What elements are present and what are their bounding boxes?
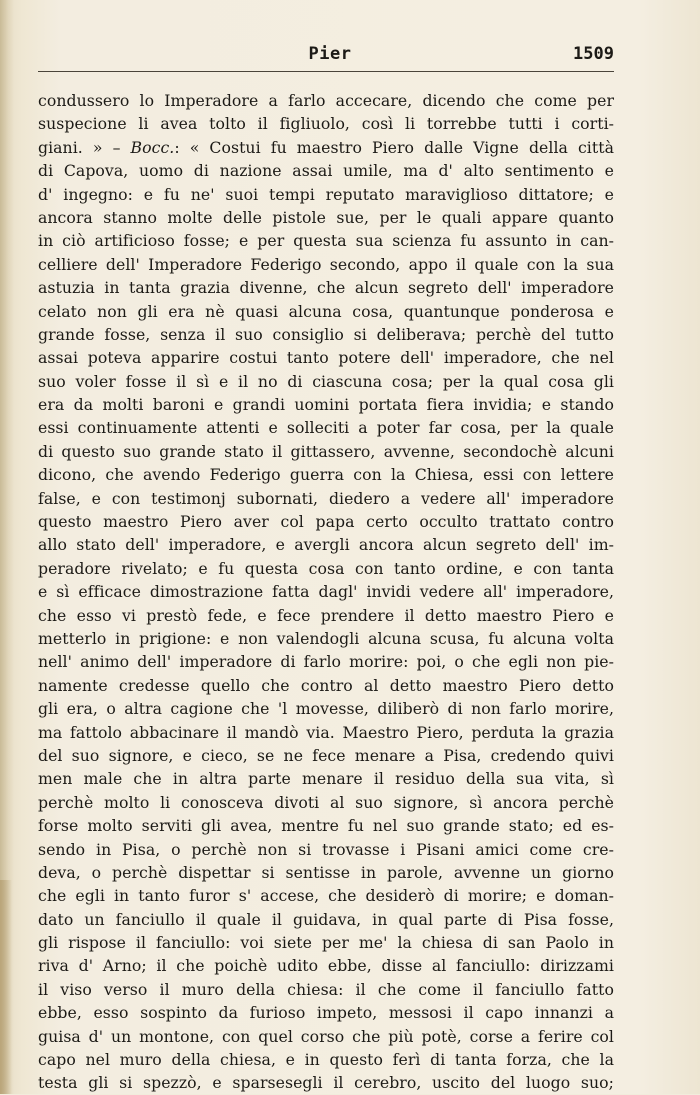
text-line: di Capova, uomo di nazione assai umile, ma d' alto sentimento e [38,161,614,181]
text-line: dato un fanciullo il quale il guidava, in qual parte di Pisa fosse, [38,909,614,929]
text-line: gli era, o altra cagione che 'l movesse, diliberò di non farlo morire, [38,699,614,719]
author-abbreviation: Bocc. [130,137,175,157]
text-line: il viso verso il muro della chiesa: il che come il fanciullo fatto [38,979,614,999]
text-line: deva, o perchè dispettar si sentisse in parole, avvenne un giorno [38,862,614,882]
text-line: ebbe, esso sospinto da furioso impeto, messosi il capo innanzi a [38,1003,614,1023]
running-head: Pier [308,44,352,64]
text-line: era da molti baroni e grandi uomini portata fiera invidia; e stando [38,395,614,415]
text-line: guisa d' un montone, con quel corso che più potè, corse a ferire col [38,1026,614,1046]
text-line: in ciò artificioso fosse; e per questa sua scienza fu assunto in can- [38,231,614,251]
text-line: grande fosse, senza il suo consiglio si deliberava; perchè del tutto [38,324,614,344]
text-line: dicono, che avendo Federigo guerra con la Chiesa, essi con lettere [38,465,614,485]
text-line: assai poteva apparire costui tanto potere dell' imperadore, che nel [38,348,614,368]
text-line: metterlo in prigione: e non valendogli alcuna scusa, fu alcuna volta [38,628,614,648]
text-line: che esso vi prestò fede, e fece prendere il detto maestro Piero e [38,605,614,625]
text-line: e sì efficace dimostrazione fatta dagl' invidi vedere all' imperadore, [38,582,614,602]
text-line: false, e con testimonj subornati, diedero a vedere all' imperadore [38,488,614,508]
text-line: forse molto serviti gli avea, mentre fu nel suo grande stato; ed es- [38,816,614,836]
text-line: condussero lo Imperadore a farlo accecare, dicendo che come per [38,91,614,110]
text-line: riva d' Arno; il che poichè udito ebbe, disse al fanciullo: dirizzami [38,956,614,976]
text-line: celato non gli era nè quasi alcuna cosa, quantunque ponderosa e [38,301,614,321]
text-line: essi continuamente attenti e solleciti a poter far cosa, per la quale [38,418,614,438]
text-line: gli rispose il fanciullo: voi siete per me' la chiesa di san Paolo in [38,933,614,953]
text-line: testa gli si spezzò, e sparsesegli il cerebro, uscito del luogo suo; [38,1073,614,1093]
text-line: questo maestro Piero aver col papa certo occulto trattato contro [38,512,614,532]
text-line: sendo in Pisa, o perchè non si trovasse i Pisani amici come cre- [38,839,614,859]
text-line: astuzia in tanta grazia divenne, che alcun segreto dell' imperadore [38,278,614,298]
body-text [38,89,614,1095]
spine-shadow [0,0,14,1094]
text-line: ma fattolo abbacinare il mandò via. Maestro Piero, perduta la grazia [38,722,614,742]
text-line: capo nel muro della chiesa, e in questo ferì di tanta forza, che la [38,1050,614,1070]
text-line: ancora stanno molte delle pistole sue, per le quali appare quanto [38,207,614,227]
text-line: nell' animo dell' imperadore di farlo morire: poi, o che egli non pie- [38,652,614,672]
text-line: suspecione li avea tolto il figliuolo, così li torrebbe tutti i corti- [38,114,614,134]
page-header [38,40,614,72]
text-line: celliere dell' Imperadore Federigo secondo, appo il quale con la sua [38,254,614,274]
text-line: giani. » – Bocc.: « Costui fu maestro Piero dalle Vigne della città [38,137,614,157]
text-line: del suo signore, e cieco, se ne fece menare a Pisa, credendo quivi [38,745,614,765]
text-line: peradore rivelato; e fu questa cosa con tanto ordine, e con tanta [38,558,614,578]
text-line: che egli in tanto furor s' accese, che desiderò di morire; e doman- [38,886,614,906]
text-line: di questo suo grande stato il gittassero, avvenne, secondochè alcuni [38,441,614,461]
header-rule [38,71,614,72]
text-line: allo stato dell' imperadore, e avergli ancora alcun segreto dell' im- [38,535,614,555]
text-line: men male che in altra parte menare il residuo della sua vita, sì [38,769,614,789]
text-line: suo voler fosse il sì e il no di ciascuna cosa; per la qual cosa gli [38,371,614,391]
text-line: namente credesse quello che contro al detto maestro Piero detto [38,675,614,695]
page-number: 1509 [573,44,614,64]
text-line: perchè molto li conosceva divoti al suo signore, sì ancora perchè [38,792,614,812]
text-line: d' ingegno: e fu ne' suoi tempi reputato maraviglioso dittatore; e [38,184,614,204]
